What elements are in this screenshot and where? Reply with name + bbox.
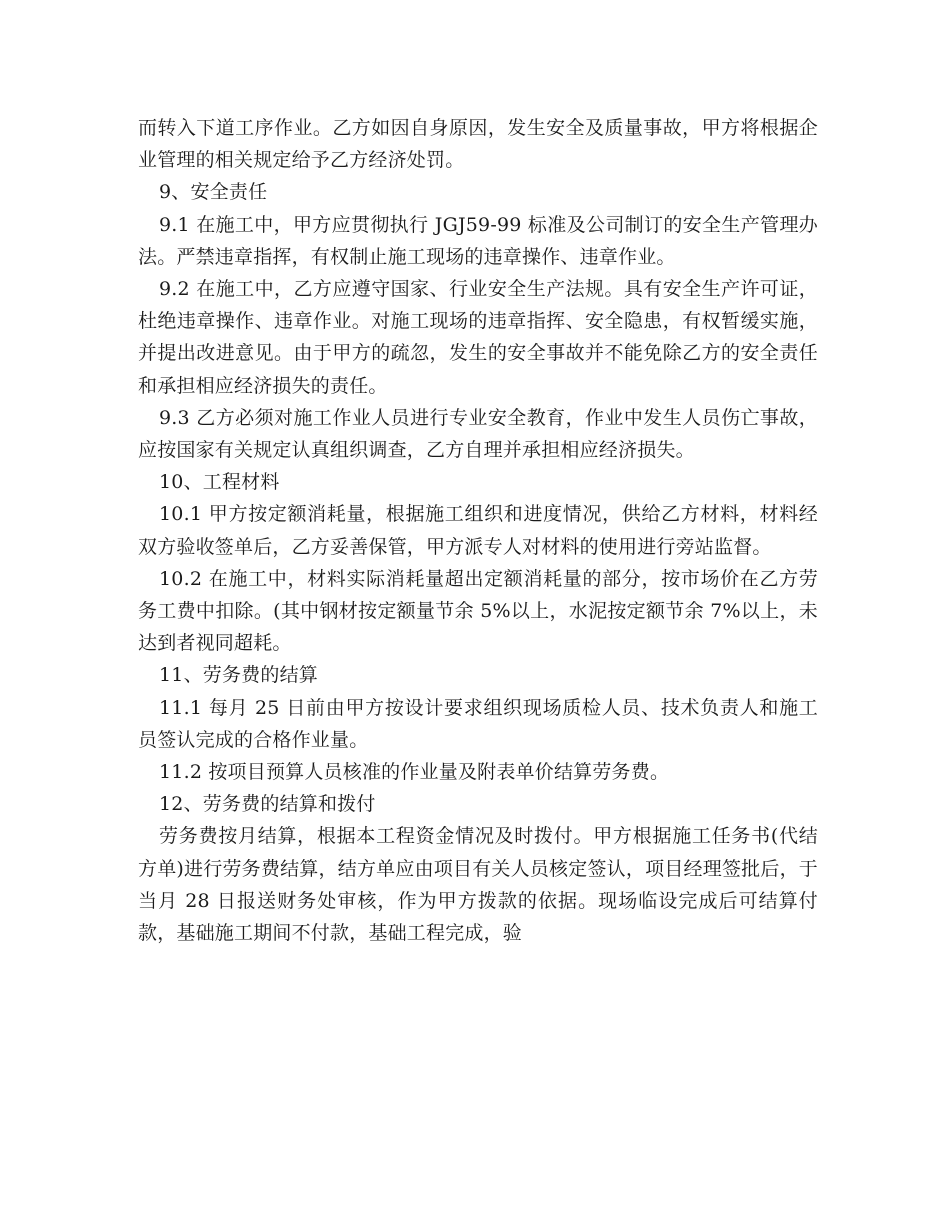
section-heading-10: 10、工程材料 (159, 471, 280, 494)
clause-9-1: 9.1 在施工中，甲方应贯彻执行 JGJ59-99 标准及公司制订的安全生产管理办法。严禁违章指挥，有权制止施工现场的违章操作、违章作业。 (138, 213, 818, 268)
clause-11-2: 11.2 按项目预算人员核准的作业量及附表单价结算劳务费。 (159, 761, 670, 784)
clause-10-1: 10.1 甲方按定额消耗量，根据施工组织和进度情况，供给乙方材料，材料经双方验收签单后，乙方妥善保管，甲方派专人对材料的使用进行旁站监督。 (138, 503, 818, 558)
clause-10-2: 10.2 在施工中，材料实际消耗量超出定额消耗量的部分，按市场价在乙方劳务工费中扣除。(其中钢材按定额量节余 5%以上，水泥按定额节余 7%以上，未达到者视同超耗。 (138, 567, 818, 655)
clause-11-1: 11.1 每月 25 日前由甲方按设计要求组织现场质检人员、技术负责人和施工员签认完成的合格作业量。 (138, 696, 818, 751)
document-body (138, 112, 818, 949)
section-heading-9: 9、安全责任 (159, 181, 268, 204)
clause-9-3: 9.3 乙方必须对施工作业人员进行专业安全教育，作业中发生人员伤亡事故，应按国家有关规定认真组织调查，乙方自理并承担相应经济损失。 (138, 406, 818, 462)
section-heading-12: 12、劳务费的结算和拨付 (159, 793, 376, 816)
section-heading-11: 11、劳务费的结算 (159, 664, 318, 687)
clause-9-2: 9.2 在施工中，乙方应遵守国家、行业安全生产法规。具有安全生产许可证，杜绝违章操作、违章作业。对施工现场的违章指挥、安全隐患，有权暂缓实施，并提出改进意见。由于甲方的疏忽，发生的安全事故并不能免除乙方的安全责任和承担相应经济损失的责任。 (138, 278, 818, 397)
clause-12-body: 劳务费按月结算，根据本工程资金情况及时拨付。甲方根据施工任务书(代结方单)进行劳务费结算，结方单应由项目有关人员核定签认，项目经理签批后，于当月 28 日报送财务处审核，作为甲方拨款的依据。现场临设完成后可结算付款，基础施工期间不付款，基础工程完成，验 (138, 825, 818, 945)
paragraph-continuation: 而转入下道工序作业。乙方如因自身原因，发生安全及质量事故，甲方将根据企业管理的相关规定给予乙方经济处罚。 (138, 117, 818, 172)
